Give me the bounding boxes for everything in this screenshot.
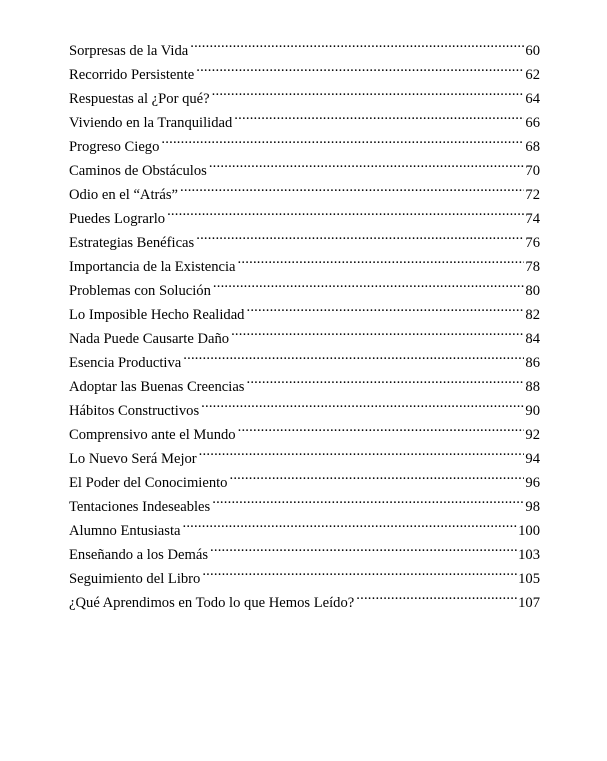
toc-dot-leader	[213, 271, 525, 295]
toc-entry-title: Enseñando a los Demás	[69, 547, 209, 563]
toc-dot-leader	[161, 127, 524, 151]
toc-page-number: 105	[518, 571, 540, 587]
toc-page-number: 96	[525, 475, 540, 491]
toc-page-number: 76	[525, 235, 540, 251]
toc-entry-title: Seguimiento del Libro	[69, 571, 201, 587]
toc-dot-leader	[196, 55, 524, 79]
toc-entry-title: Nada Puede Causarte Daño	[69, 331, 230, 347]
toc-entry-title: Importancia de la Existencia	[69, 259, 236, 275]
toc-entry-title: Alumno Entusiasta	[69, 523, 181, 539]
toc-page-number: 66	[525, 115, 540, 131]
toc-entry-title: Estrategias Benéficas	[69, 235, 195, 251]
toc-page-number: 64	[525, 91, 540, 107]
toc-page-number: 107	[518, 595, 540, 611]
toc-entry-title: Lo Nuevo Será Mejor	[69, 451, 197, 467]
toc-entry-title: Sorpresas de la Vida	[69, 43, 189, 59]
toc-page-number: 70	[525, 163, 540, 179]
toc-dot-leader	[238, 415, 525, 439]
toc-dot-leader	[212, 487, 524, 511]
toc-dot-leader	[229, 463, 524, 487]
toc-page-number: 100	[518, 523, 540, 539]
toc-dot-leader	[199, 439, 525, 463]
toc-entry-title: Progreso Ciego	[69, 139, 160, 155]
toc-dot-leader	[212, 79, 525, 103]
toc-entry	[69, 31, 540, 59]
toc-entry-title: Lo Imposible Hecho Realidad	[69, 307, 245, 323]
toc-dot-leader	[246, 295, 524, 319]
toc-dot-leader	[246, 367, 524, 391]
toc-page-number: 72	[525, 187, 540, 203]
toc-page-number: 90	[525, 403, 540, 419]
toc-dot-leader	[190, 31, 524, 55]
toc-dot-leader	[238, 247, 525, 271]
toc-dot-leader	[183, 343, 524, 367]
toc-dot-leader	[234, 103, 524, 127]
toc-dot-leader	[202, 559, 517, 583]
toc-entry-title: Caminos de Obstáculos	[69, 163, 207, 179]
table-of-contents	[69, 31, 540, 611]
toc-entry-title: Viviendo en la Tranquilidad	[69, 115, 233, 131]
toc-dot-leader	[180, 175, 524, 199]
toc-entry-title: Odio en el “Atrás”	[69, 187, 179, 203]
toc-page-number: 92	[525, 427, 540, 443]
toc-page-number: 74	[525, 211, 540, 227]
toc-dot-leader	[182, 511, 517, 535]
toc-page-number: 88	[525, 379, 540, 395]
toc-entry-title: Hábitos Constructivos	[69, 403, 200, 419]
toc-page-number: 78	[525, 259, 540, 275]
toc-dot-leader	[167, 199, 524, 223]
toc-dot-leader	[231, 319, 524, 343]
toc-entry-title: Adoptar las Buenas Creencias	[69, 379, 245, 395]
toc-entry-title: Puedes Lograrlo	[69, 211, 166, 227]
toc-page-number: 98	[525, 499, 540, 515]
toc-entry-title: Recorrido Persistente	[69, 67, 195, 83]
toc-page-number: 94	[525, 451, 540, 467]
toc-page-number: 62	[525, 67, 540, 83]
toc-entry-title: Esencia Productiva	[69, 355, 182, 371]
toc-entry-title: Respuestas al ¿Por qué?	[69, 91, 210, 107]
toc-entry-title: Tentaciones Indeseables	[69, 499, 211, 515]
toc-page-number: 68	[525, 139, 540, 155]
toc-dot-leader	[201, 391, 524, 415]
toc-dot-leader	[209, 151, 525, 175]
toc-page-number: 60	[525, 43, 540, 59]
toc-dot-leader	[196, 223, 524, 247]
toc-entry-title: ¿Qué Aprendimos en Todo lo que Hemos Leído?	[69, 595, 355, 611]
toc-entry-title: Comprensivo ante el Mundo	[69, 427, 236, 443]
toc-page-number: 103	[518, 547, 540, 563]
toc-page-number: 86	[525, 355, 540, 371]
toc-page-number: 80	[525, 283, 540, 299]
toc-dot-leader	[356, 583, 517, 607]
toc-entry-title: Problemas con Solución	[69, 283, 211, 299]
toc-page-number: 84	[525, 331, 540, 347]
toc-page-number: 82	[525, 307, 540, 323]
toc-entry-title: El Poder del Conocimiento	[69, 475, 228, 491]
toc-dot-leader	[210, 535, 517, 559]
